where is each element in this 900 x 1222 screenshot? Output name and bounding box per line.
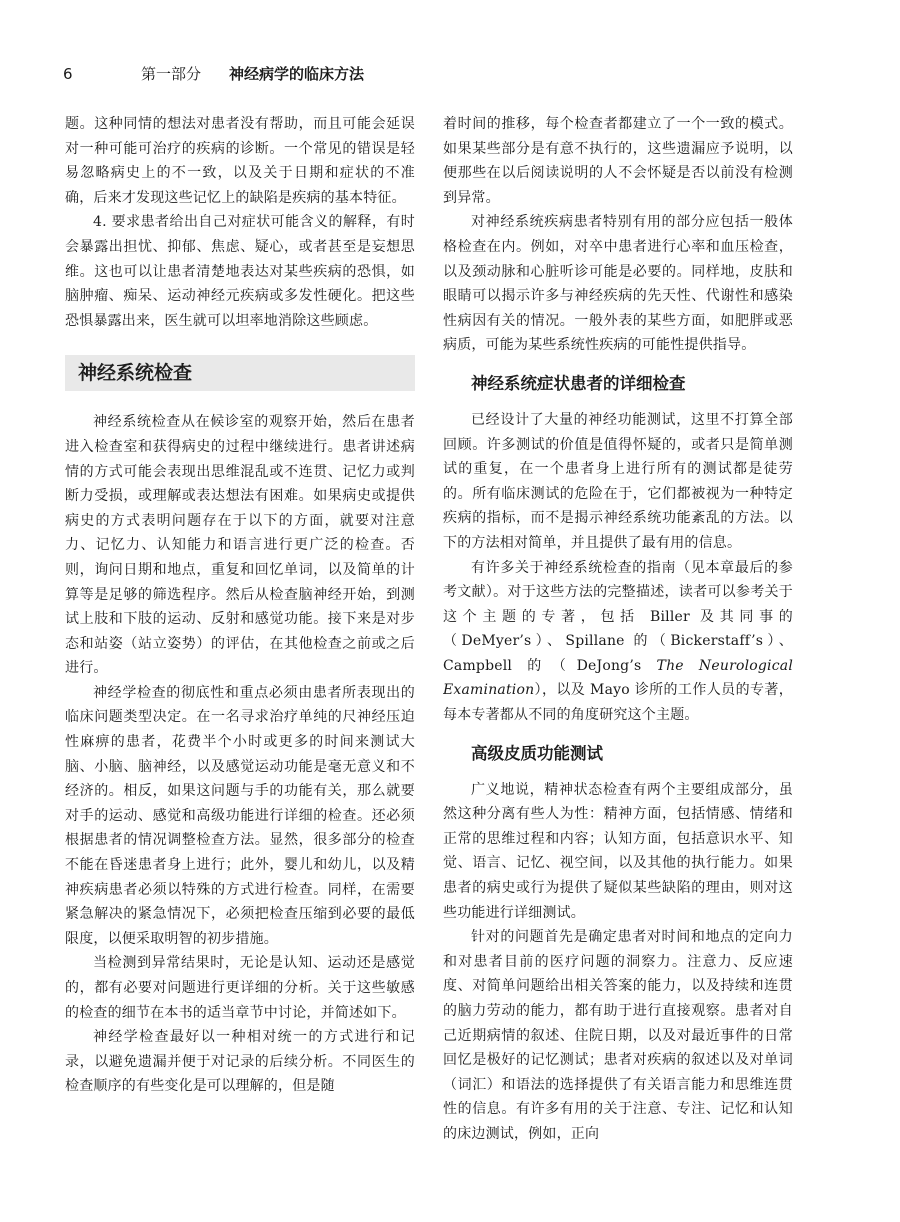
paragraph: 神经学检查的彻底性和重点必须由患者所表现出的临床问题类型决定。在一名寻求治疗单纯的尺神经压迫性麻痹的患者，花费半个小时或更多的时间来测试大脑、小脑、脑神经，以及感觉运动功能是毫无意义和不经济的。相反，如果这问题与手的功能有关，那么就要对手的运动、感觉和高级功能进行详细的检查。还必须根据患者的情况调整检查方法。显然，很多部分的检查不能在昏迷患者身上进行；此外，婴儿和幼儿，以及精神疾病患者必须以特殊的方式进行检查。同样，在需要紧急解决的紧急情况下，必须把检查压缩到必要的最低限度，以便采取明智的初步措施。: [65, 684, 415, 947]
page-number: 6: [63, 65, 73, 83]
book-title: The Neurological Examination: [443, 657, 793, 699]
paragraph: 已经设计了大量的神经功能测试，这里不打算全部回顾。许多测试的价值是值得怀疑的，或者只是简单测试的重复，在一个患者身上进行所有的测试都是徒劳的。所有临床测试的危险在于，它们都被视为一种特定疾病的指标，而不是揭示神经系统功能紊乱的方法。以下的方法相对简单，并且提供了最有用的信息。: [443, 411, 793, 551]
paragraph: 针对的问题首先是确定患者对时间和地点的定向力和对患者目前的医疗问题的洞察力。注意力、反应速度、对简单问题给出相关答案的能力，以及持续和连贯的脑力劳动的能力，都有助于进行直接观察。患者对自己近期病情的叙述、住院日期，以及对最近事件的日常回忆是极好的记忆测试；患者对疾病的叙述以及对单词（词汇）和语法的选择提供了有关语言能力和思维连贯性的信息。有许多有用的关于注意、专注、记忆和认知的床边测试，例如，正向: [443, 929, 793, 1142]
page-header: [63, 60, 843, 88]
paragraph: 着时间的推移，每个检查者都建立了一个一致的模式。如果某些部分是有意不执行的，这些遗漏应予说明，以便那些在以后阅读说明的人不会怀疑是否以前没有检测到异常。: [443, 116, 793, 206]
paragraph: 题。这种同情的想法对患者没有帮助，而且可能会延误对一种可能可治疗的疾病的诊断。一个常见的错误是轻易忽略病史上的不一致，以及关于日期和症状的不准确，后来才发现这些记忆上的缺陷是疾病的基本特征。: [65, 116, 415, 206]
paragraph: 神经学检查最好以一种相对统一的方式进行和记录，以避免遗漏并便于对记录的后续分析。不同医生的检查顺序的有些变化是可以理解的，但是随: [65, 1029, 415, 1095]
paragraph-text: ），以及 Mayo 诊所的工作人员的专著，每本专著都从不同的角度研究这个主题。: [443, 682, 793, 724]
part-title: 神经病学的临床方法: [229, 65, 365, 83]
paragraph: 当检测到异常结果时，无论是认知、运动还是感觉的，都有必要对问题进行更详细的分析。关于这些敏感的检查的细节在本书的适当章节中讨论，并简述如下。: [65, 955, 415, 1021]
paragraph: 神经系统检查从在候诊室的观察开始，然后在患者进入检查室和获得病史的过程中继续进行。患者讲述病情的方式可能会表现出思维混乱或不连贯、记忆力或判断力受损，或理解或表达想法有困难。如果病史或提供病史的方式表明问题存在于以下的方面，就要对注意力、记忆力、认知能力和语言进行更广泛的检查。否则，询问日期和地点，重复和回忆单词，以及简单的计算等是足够的筛选程序。然后从检查脑神经开始，到测试上肢和下肢的运动、反射和感觉功能。接下来是对步态和站姿（站立姿势）的评估，在其他检查之前或之后进行。: [65, 414, 415, 677]
right-column: [443, 112, 793, 1207]
subsection-heading: 神经系统症状患者的详细检查: [471, 373, 686, 393]
paragraph: 广义地说，精神状态检查有两个主要组成部分，虽然这种分离有些人为性：精神方面，包括情感、情绪和正常的思维过程和内容；认知方面，包括意识水平、知觉、语言、记忆、视空间，以及其他的执行能力。如果患者的病史或行为提供了疑似某些缺陷的理由，则对这些功能进行详细测试。: [443, 781, 793, 921]
section-heading: 神经系统检查: [65, 355, 415, 391]
subsection-heading: 高级皮质功能测试: [471, 743, 603, 763]
paragraph: [443, 556, 793, 728]
paragraph: 4. 要求患者给出自己对症状可能含义的解释，有时会暴露出担忧、抑郁、焦虑、疑心，或者甚至是妄想思维。这也可以让患者清楚地表达对某些疾病的恐惧，如脑肿瘤、痴呆、运动神经元疾病或多发性硬化。把这些恐惧暴露出来，医生就可以坦率地消除这些顾虑。: [65, 214, 415, 329]
paragraph: 对神经系统疾病患者特别有用的部分应包括一般体格检查在内。例如，对卒中患者进行心率和血压检查，以及颈动脉和心脏听诊可能是必要的。同样地，皮肤和眼睛可以揭示许多与神经疾病的先天性、代谢性和感染性病因有关的情况。一般外表的某些方面，如肥胖或恶病质，可能为某些系统性疾病的可能性提供指导。: [443, 214, 793, 354]
part-label: 第一部分: [141, 65, 202, 83]
left-column: [65, 112, 415, 1207]
paragraph-text: 有许多关于神经系统检查的指南（见本章最后的参考文献）。对于这些方法的完整描述，读者可以参考关于这个主题的专著，包括 Biller 及其同事的（DeMyer’s）、Spillane 的（Bickerstaff’s）、Campbell 的（DeJong’s: [443, 559, 793, 674]
